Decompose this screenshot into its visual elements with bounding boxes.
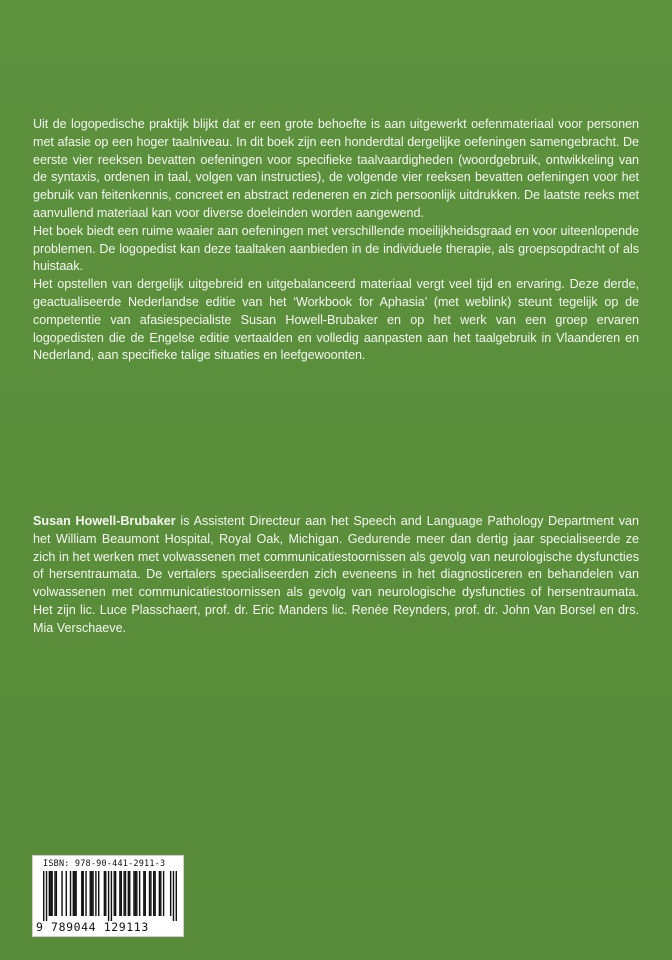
barcode-bar	[50, 871, 51, 916]
barcode-bar	[66, 871, 67, 916]
blurb-paragraph-3: Het opstellen van dergelijk uitgebreid en uitgebalanceerd materiaal vergt veel tijd en ervaring. Deze derde, geactualiseerde Nederlandse editie van het ‘Workbook for Aphasia’ (met weblink) steunt tegelijk op de competentie van afasiespecialiste Susan Howell-Brubaker en op het werk van een groep ervaren logopedisten die de Engelse editie vertaalden en volledig aanpasten aan het taalgebruik in Vlaanderen en Nederland, aan specifieke talige situaties en leefgewoonten.	[33, 277, 639, 363]
barcode-bar	[121, 871, 122, 916]
barcode-bar	[85, 871, 86, 916]
barcode-bar	[149, 871, 150, 916]
blurb-text	[33, 116, 639, 365]
barcode-bar	[143, 871, 144, 916]
barcode-bars	[43, 871, 177, 921]
barcode-bar	[61, 871, 62, 916]
barcode-bar	[125, 871, 126, 916]
barcode-bar	[104, 871, 105, 916]
barcode-bar	[129, 871, 130, 916]
barcode-bar	[135, 871, 136, 916]
barcode-bar	[160, 871, 161, 916]
isbn-label: ISBN: 978-90-441-2911-3	[43, 859, 166, 869]
barcode-bar	[91, 871, 92, 916]
barcode-bar	[73, 871, 74, 916]
barcode-bar	[153, 871, 154, 916]
barcode-bar	[81, 871, 82, 916]
barcode-bar	[173, 871, 174, 921]
barcode-bar	[75, 871, 76, 916]
barcode-bar	[111, 871, 112, 921]
barcode-bar	[49, 871, 50, 916]
barcode-bar	[139, 871, 140, 916]
author-name: Susan Howell-Brubaker	[33, 514, 176, 528]
barcode-bar	[92, 871, 93, 916]
barcode-bar	[163, 871, 164, 916]
barcode-bar	[54, 871, 55, 916]
barcode-bar	[133, 871, 134, 916]
barcode-bar	[98, 871, 99, 916]
barcode-bar	[176, 871, 177, 921]
barcode-bar	[115, 871, 116, 916]
barcode-bar	[128, 871, 129, 916]
author-bio	[33, 513, 639, 638]
barcode-bar	[114, 871, 115, 916]
barcode-bar	[82, 871, 83, 916]
barcode-bar	[95, 871, 96, 916]
barcode-bar	[170, 871, 171, 916]
barcode	[32, 855, 184, 937]
ean-digits: 9 789044 129113	[36, 920, 149, 934]
barcode-bar	[105, 871, 106, 916]
blurb-paragraph-1: Uit de logopedische praktijk blijkt dat er een grote behoefte is aan uitgewerkt oefenmateriaal voor personen met afasie op een hoger taalniveau. In dit boek zijn een honderdtal dergelijke oefeningen samengebracht. De eerste vier reeksen bevatten oefeningen voor specifieke taalvaardigheden (woordgebruik, ontwikkeling van de syntaxis, ordenen in taal, volgen van instructies), de volgende vier reeksen bevatten oefeningen voor het gebruik van feitenkennis, concreet en abstract redeneren en zich persoonlijk uitdrukken. De laatste reeks met aanvullend materiaal kan voor diverse doeleinden worden aangewend.	[33, 117, 639, 220]
barcode-bar	[51, 871, 52, 916]
barcode-bar	[123, 871, 124, 916]
barcode-bar	[90, 871, 91, 916]
barcode-bar	[119, 871, 120, 916]
barcode-bar	[43, 871, 44, 921]
barcode-bar	[74, 871, 75, 916]
barcode-bar	[46, 871, 47, 921]
author-paragraph	[33, 513, 639, 638]
barcode-bar	[145, 871, 146, 916]
author-bio-text: is Assistent Directeur aan het Speech and Language Pathology Department van het William Beaumont Hospital, Royal Oak, Michigan. Gedurende meer dan dertig jaar specialiseerde ze zich in het werken met volwassenen met communicatiestoornissen als gevolg van neurologische dysfuncties of hersentraumata. De vertalers specialiseerden zich eveneens in het diagnosticeren en behandelen van volwassenen met communicatiestoornissen als gevolg van neurologische dysfuncties of hersentraumata. Het zijn lic. Luce Plasschaert, prof. dr. Eric Manders lic. Renée Reynders, prof. dr. John Van Borsel en drs. Mia Verschaeve.	[33, 514, 639, 635]
barcode-bar	[159, 871, 160, 916]
barcode-bar	[150, 871, 151, 916]
barcode-bar	[70, 871, 71, 916]
barcode-bar	[108, 871, 109, 921]
blurb-paragraph-2: Het boek biedt een ruime waaier aan oefeningen met verschillende moeilijkheidsgraad en voor uiteenlopende problemen. De logopedist kan deze taaltaken aanbieden in de individuele therapie, als groepsopdracht of als huistaak.	[33, 223, 639, 274]
barcode-bar	[136, 871, 137, 916]
barcode-bar	[154, 871, 155, 916]
barcode-bar	[56, 871, 57, 916]
